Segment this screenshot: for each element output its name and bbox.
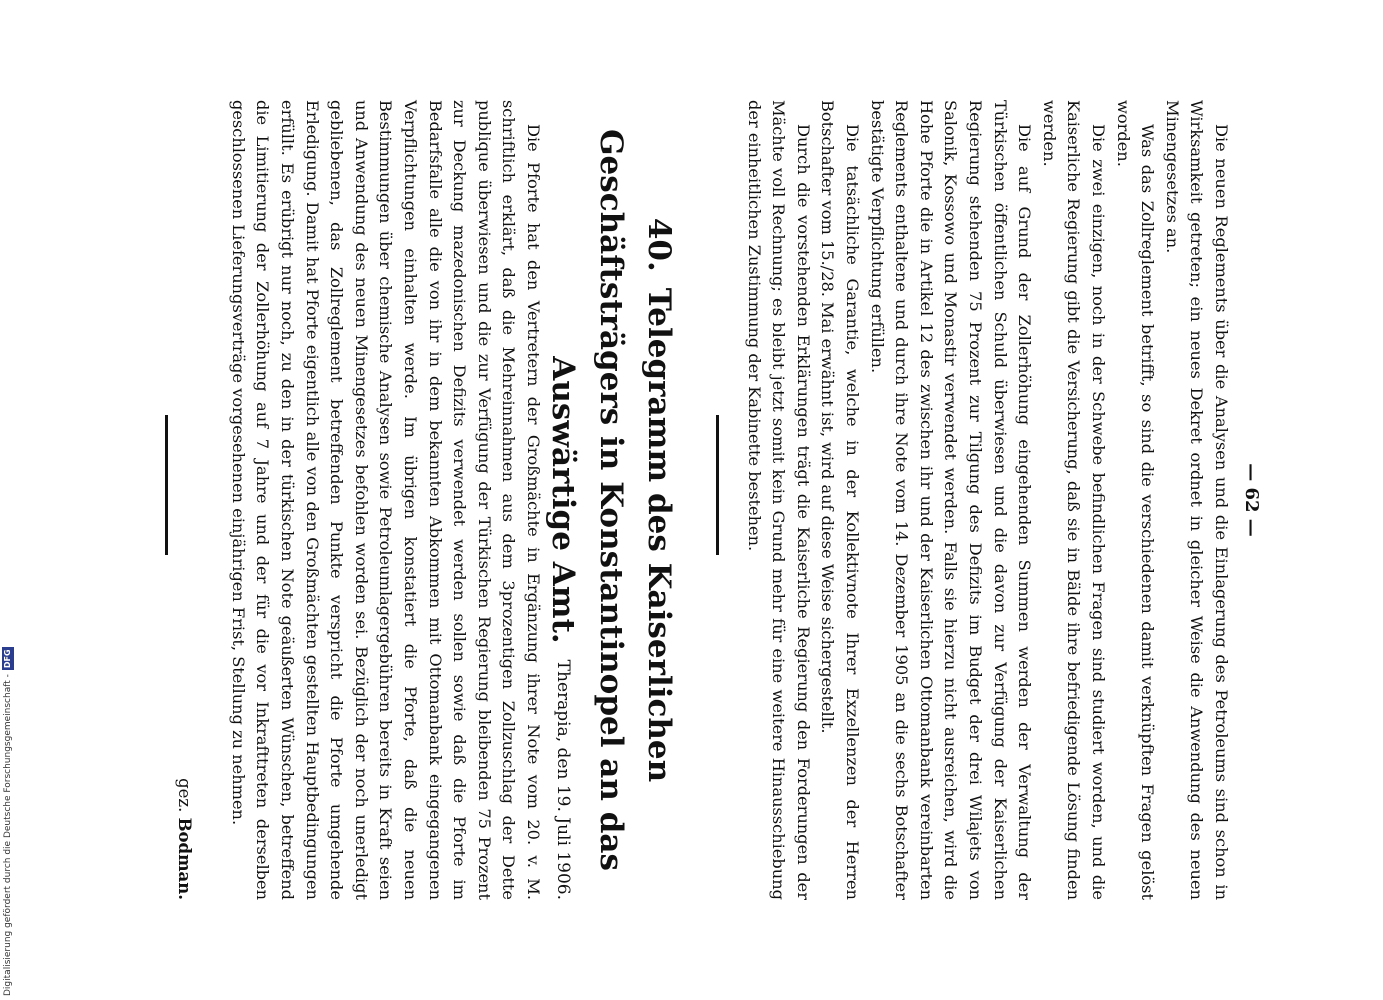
previous-document-continuation — [741, 100, 1233, 900]
paragraph: Was das Zollreglement betrifft, so sind die verschiedenen damit verknüpften Fragen gelöst worden. — [1113, 100, 1158, 900]
end-divider — [165, 415, 168, 555]
document-number: 40. — [641, 217, 677, 272]
paragraph: Die neuen Reglements über die Analysen und die Einlagerung des Petroleums sind schon in Wirksamkeit getreten; ein neues Dekret ordnet in gleicher Weise die Anwendung des neuen Minengesetzes an. — [1162, 100, 1231, 900]
digitization-note — [2, 647, 14, 996]
dateline: Therapia, den 19. Juli 1906. — [553, 659, 573, 900]
page-number: — 62 — — [1241, 463, 1262, 537]
paragraph: Die tatsächliche Garantie, welche in der Kollektivnote Ihrer Exzellenzen der Herren Botschafter vom 15./28. Mai erwähnt ist, wird auf diese Weise sichergestellt. — [818, 100, 863, 900]
signature — [171, 560, 196, 900]
paragraph: Die auf Grund der Zollerhöhung eingehenden Summen werden der Verwaltung der Türkischen öffentlichen Schuld überwiesen und die davon zur Verfügung der Kaiserlichen Regierung stehenden 75 Prozent zur Tilgung des Defizits im Budget der drei Wilajets von Salonik, Kossowo und Monastir verwendet werden. Falls sie hierzu nicht ausreichen, wird die Hohe Pforte die in Artikel 12 des zwischen ihr und der Kaiserlichen Ottomanbank vereinbarten Reglements enthaltene und durch ihre Note vom 14. Dezember 1905 an die sechs Botschafter bestätigte Verpflichtung erfüllen. — [867, 100, 1035, 900]
paragraph: Die zwei einzigen, noch in der Schwebe befindlichen Fragen sind studiert worden, und die Kaiserliche Regierung gibt die Versicherung, daß sie in Bälde ihre befriedigende Lösung finden werden. — [1039, 100, 1109, 900]
section-divider — [716, 415, 719, 555]
paragraph: Durch die vorstehenden Erklärungen trägt die Kaiserliche Regierung den Forderungen der Mächte voll Rechnung; es bleibt jetzt somit kein Grund mehr für eine weitere Hinausschiebung der einheitlichen Zustimmung der Kabinette bestehen. — [744, 100, 813, 900]
signature-name: Bodman. — [175, 817, 194, 900]
signature-prefix: gez. — [175, 778, 194, 813]
document-body — [225, 100, 545, 900]
document-title-text: Telegramm des Kaiserlichen Geschäftsträgers in Konstantinopel an das Auswärtige Amt. — [545, 129, 677, 871]
paragraph: Die Pforte hat den Vertretern der Großmächte in Ergänzung ihrer Note vom 20. v. M. schriftlich erklärt, daß die Mehreinnahmen aus dem 3prozentigen Zollzuschlag der Dette publique überwiesen und die zur Verfügung der Türkischen Regierung bleibenden 75 Prozent zur Deckung mazedonischen Defizits verwendet werden sollen sowie daß die Pforte im Bedarfsfalle alle die von ihr in dem bekannten Abkommen mit Ottomanbank eingegangenen Verpflichtungen einhalten werde. Im übrigen konstatiert die Pforte, daß die neuen Bestimmungen über chemische Analysen sowie Petroleumlagergebühren bereits in Kraft seien und Anwendung des neuen Minengesetzes befohlen worden sei. Bezüglich der noch unerledigt gebliebenen, das Zollreglement betreffenden Punkte verspricht die Pforte umgehende Erledigung. Damit hat Pforte eigentlich alle von den Großmächten gestellten Hauptbedingungen erfüllt. Es erübrigt nur noch, zu den in der türkischen Note geäußerten Wünschen, betreffend die Limitierung der Zollerhöhung auf 7 Jahre und der für die vor Inkrafttreten derselben geschlossenen Lieferungsverträge vorgesehenen einjährigen Frist, Stellung zu nehmen. — [228, 100, 543, 900]
digitization-note-text: Digitalisierung gefördert durch die Deutsche Forschungsgemeinschaft - — [3, 674, 13, 996]
dfg-logo-icon: DFG — [3, 649, 12, 669]
